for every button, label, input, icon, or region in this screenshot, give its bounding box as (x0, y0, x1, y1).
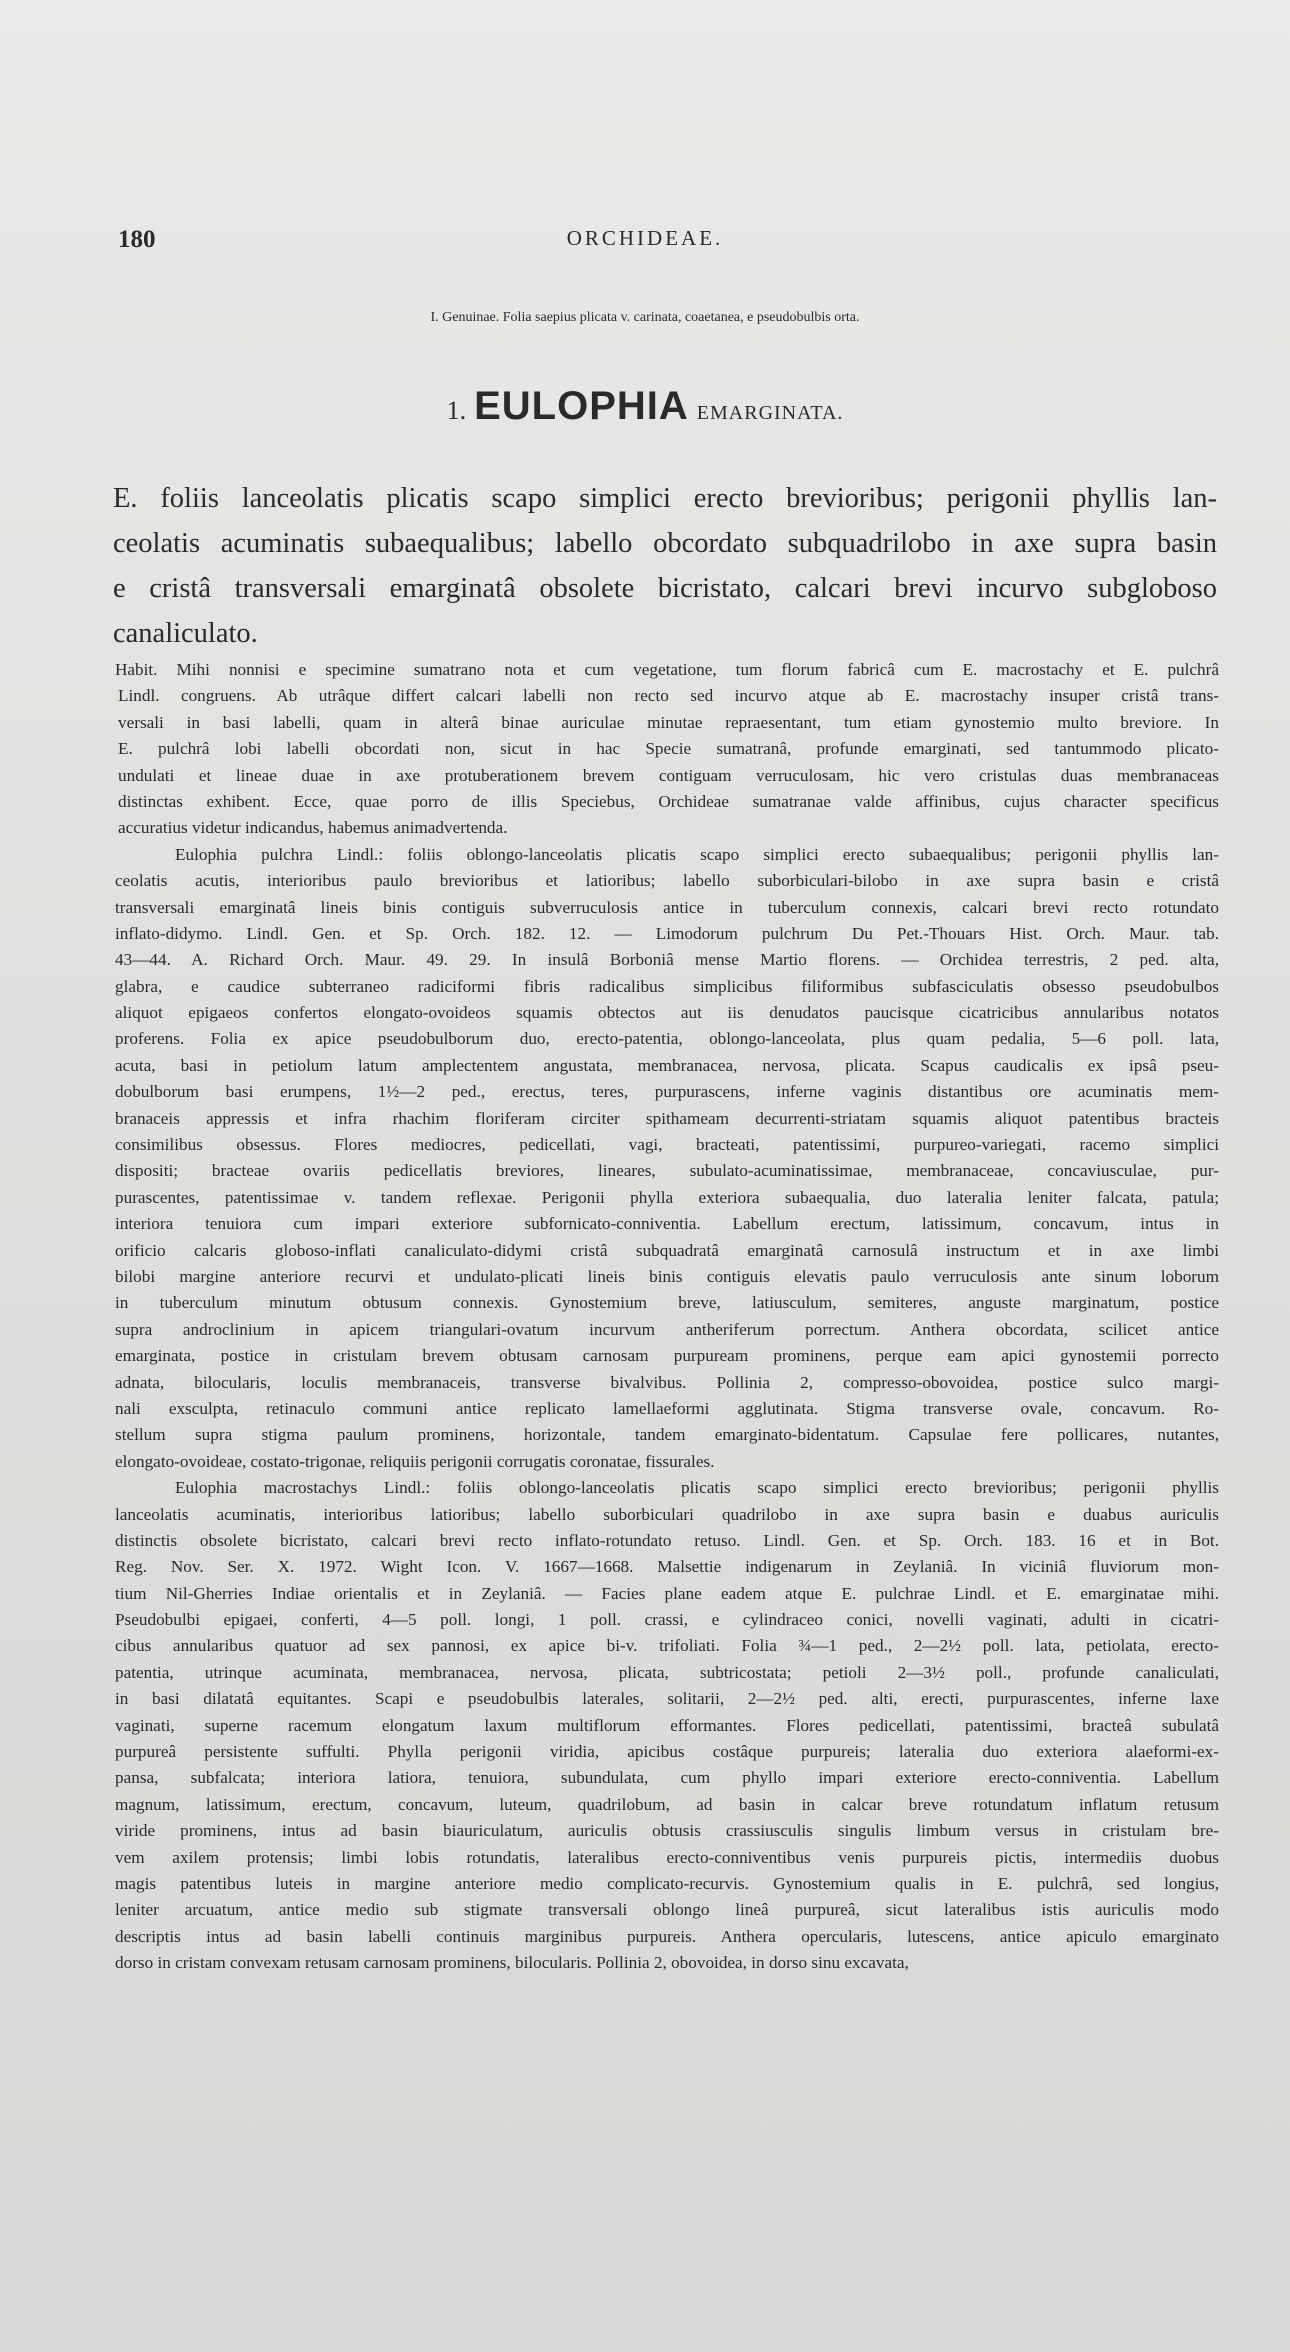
text-line: E. pulchrâ lobi labelli obcordati non, sicut in hac Specie sumatranâ, profunde emarginati, sed tantummodo plicato- (118, 739, 1219, 759)
text-line: aliquot epigaeos confertos elongato-ovoideos squamis obtectos aut iis denudatos paucisque cicatricibus annularibus notatos (115, 1003, 1219, 1023)
text-line: descriptis intus ad basin labelli continuis marginibus purpureis. Anthera opercularis, lutescens, antice apiculo emarginato (115, 1926, 1219, 1946)
text-line: undulati et lineae duae in axe protuberationem brevem contiguam verruculosam, hic vero cristulas duas membranaceas (118, 765, 1219, 785)
text-line: lanceolatis acuminatis, interioribus latioribus; labello suborbiculari quadrilobo in axe supra basin e duabus auriculis (115, 1504, 1219, 1524)
text-line: Eulophia pulchra Lindl.: foliis oblongo-lanceolatis plicatis scapo simplici erecto subaequalibus; perigonii phyllis lan- (175, 844, 1219, 864)
text-line: magis patentibus luteis in margine anteriore medio complicato-recurvis. Gynostemium qualis in E. pulchrâ, sed longius, (115, 1873, 1219, 1893)
text-line: Lindl. congruens. Ab utrâque differt calcari labelli non recto sed incurvo atque ab E. macrostachy insuper cristâ trans- (118, 686, 1219, 706)
text-line: glabra, e caudice subterraneo radiciformi fibris radicalibus simplicibus filiformibus subfasciculatis obsesso pseudobulbos (115, 976, 1219, 996)
text-line: ceolatis acutis, interioribus paulo brevioribus et latioribus; labello suborbiculari-bilobo in axe supra basin e cristâ (115, 871, 1219, 891)
species-epithet: EMARGINATA. (696, 402, 844, 424)
diagnosis-line: e cristâ transversali emarginatâ obsolete bicristato, calcari brevi incurvo subgloboso (113, 573, 1217, 604)
text-line: dorso in cristam convexam retusam carnosam prominens, bilocularis. Pollinia 2, obovoidea, in dorso sinu excavata, (115, 1953, 909, 1973)
text-line: purascentes, patentissimae v. tandem reflexae. Perigonii phylla exteriora subaequalia, duo lateralia leniter falcata, patula; (115, 1187, 1219, 1207)
text-line: viride prominens, intus ad basin biauriculatum, auriculis obtusis crassiusculis singulis limbum versus in cristulam bre- (115, 1821, 1219, 1841)
page-number: 180 (118, 226, 156, 253)
text-line: supra androclinium in apicem triangulari-ovatum incurvum antheriferum porrectum. Anthera obcordata, scilicet antice (115, 1319, 1219, 1339)
text-line: emarginata, postice in cristulam brevem obtusam carnosam purpuream prominens, perque eam apici gynostemii porrecto (115, 1346, 1219, 1366)
text-line: versali in basi labelli, quam in alterâ binae auriculae minutae repraesentant, tum etiam gynostemio multo breviore. In (118, 712, 1219, 732)
diagnosis-line: ceolatis acuminatis subaequalibus; labello obcordato subquadrilobo in axe supra basin (113, 528, 1217, 559)
running-head: ORCHIDEAE. (566, 226, 724, 250)
species-genus: EULOPHIA (474, 384, 689, 428)
text-line: distinctas exhibent. Ecce, quae porro de illis Speciebus, Orchideae sumatranae valde affinibus, cujus character specificus (118, 791, 1219, 811)
text-line: stellum supra stigma paulum prominens, horizontale, tandem emarginato-bidentatum. Capsulae fere pollicares, nutantes, (115, 1425, 1219, 1445)
text-line: tium Nil-Gherries Indiae orientalis et in Zeylaniâ. — Facies plane eadem atque E. pulchrae Lindl. et E. emarginatae mihi. (115, 1583, 1219, 1603)
text-line: leniter arcuatum, antice medio sub stigmate transversali oblongo lineâ purpureâ, sicut lateralibus istis auriculis modo (115, 1900, 1219, 1920)
section-heading: I. Genuinae. Folia saepius plicata v. carinata, coaetanea, e pseudobulbis orta. (430, 310, 860, 325)
text-line: accuratius videtur indicandus, habemus animadvertenda. (118, 818, 508, 838)
text-line: orificio calcaris globoso-inflati canaliculato-didymi cristâ subquadratâ emarginatâ carnosulâ instructum et in axe limbi (115, 1240, 1219, 1260)
text-line: 43—44. A. Richard Orch. Maur. 49. 29. In insulâ Borboniâ mense Martio florens. — Orchidea terrestris, 2 ped. alta, (115, 950, 1219, 970)
text-line: proferens. Folia ex apice pseudobulborum duo, erecto-patentia, oblongo-lanceolata, plus quam pedalia, 5—6 poll. lata, (115, 1029, 1219, 1049)
species-title (0, 384, 1290, 429)
text-line: elongato-ovoideae, costato-trigonae, reliquiis perigonii corrugatis coronatae, fissurales. (115, 1451, 715, 1471)
text-line: magnum, latissimum, erectum, concavum, luteum, quadrilobum, ad basin in calcar breve rotundatum inflatum retusum (115, 1794, 1219, 1814)
text-line: acuta, basi in petiolum latum amplectentem angustata, membranacea, nervosa, plicata. Scapus caudicalis ex ipsâ pseu- (115, 1055, 1219, 1075)
text-line: distinctis obsolete bicristato, calcari brevi recto inflato-rotundato retuso. Lindl. Gen. et Sp. Orch. 183. 16 et in Bot. (115, 1530, 1219, 1550)
diagnosis-line: canaliculato. (113, 618, 258, 649)
text-line: consimilibus obsessus. Flores mediocres, pedicellati, vagi, bracteati, patentissimi, purpureo-variegati, racemo simplici (115, 1135, 1219, 1155)
text-line: vaginati, superne racemum elongatum laxum multiflorum efformantes. Flores pedicellati, patentissimi, bracteâ subulatâ (115, 1715, 1219, 1735)
text-line: patentia, utrinque acuminata, membranacea, nervosa, plicata, subtricostata; petioli 2—3½ poll., profunde canaliculati, (115, 1662, 1219, 1682)
text-line: interiora tenuiora cum impari exteriore subfornicato-conniventia. Labellum erectum, latissimum, concavum, intus in (115, 1214, 1219, 1234)
text-line: dobulborum basi erumpens, 1½—2 ped., erectus, teres, purpurascens, inferne vaginis distantibus ore acuminatis mem- (115, 1082, 1219, 1102)
text-line: adnata, bilocularis, loculis membranaceis, transverse bivalvibus. Pollinia 2, compresso-obovoidea, postice sulco margi- (115, 1372, 1219, 1392)
text-line: Pseudobulbi epigaei, conferti, 4—5 poll. longi, 1 poll. crassi, e cylindraceo conici, novelli vaginati, adulti in cicatri- (115, 1610, 1219, 1630)
text-line: pansa, subfalcata; interiora latiora, tenuiora, subundulata, cum phyllo impari exteriore erecto-conniventia. Labellum (115, 1768, 1219, 1788)
text-line: nali exsculpta, retinaculo communi antice replicato lamellaeformi agglutinata. Stigma transverse ovale, concavum. Ro- (115, 1398, 1219, 1418)
text-line: vem axilem protensis; limbi lobis rotundatis, lateralibus erecto-conniventibus venis purpureis pictis, intermediis duobus (115, 1847, 1219, 1867)
body-text (115, 657, 1219, 1977)
text-line: dispositi; bracteae ovariis pedicellatis breviores, lineares, subulato-acuminatissimae, membranaceae, concaviusculae, pur- (115, 1161, 1219, 1181)
text-line: bilobi margine anteriore recurvi et undulato-plicati lineis binis contiguis elevatis paulo verruculosis ante sinum loborum (115, 1266, 1219, 1286)
text-line: purpureâ persistente suffulti. Phylla perigonii viridia, apicibus costâque purpureis; lateralia duo exteriora alaeformi-ex- (115, 1742, 1219, 1762)
text-line: branaceis appressis et infra rhachim floriferam circiter spithameam decurrenti-striatam squamis aliquot patentibus bracteis (115, 1108, 1219, 1128)
diagnosis-line: E. foliis lanceolatis plicatis scapo simplici erecto brevioribus; perigonii phyllis lan- (113, 483, 1217, 514)
text-line: Eulophia macrostachys Lindl.: foliis oblongo-lanceolatis plicatis scapo simplici erecto brevioribus; perigonii phyllis (175, 1478, 1219, 1498)
species-number: 1. (446, 396, 467, 425)
page-header (118, 226, 1172, 260)
diagnosis-paragraph (113, 476, 1217, 656)
text-line: cibus annularibus quatuor ad sex pannosi, ex apice bi-v. trifoliati. Folia ¾—1 ped., 2—2½ poll. lata, petiolata, erecto- (115, 1636, 1219, 1656)
text-line: Reg. Nov. Ser. X. 1972. Wight Icon. V. 1667—1668. Malsettie indigenarum in Zeylaniâ. In viciniâ fluviorum mon- (115, 1557, 1219, 1577)
text-line: transversali emarginatâ lineis binis contiguis subverruculosis antice in tuberculum connexis, calcari brevi recto rotundato (115, 897, 1219, 917)
text-line: Habit. Mihi nonnisi e specimine sumatrano nota et cum vegetatione, tum florum fabricâ cum E. macrostachy et E. pulchrâ (115, 660, 1219, 679)
text-line: inflato-didymo. Lindl. Gen. et Sp. Orch. 182. 12. — Limodorum pulchrum Du Pet.-Thouars Hist. Orch. Maur. tab. (115, 923, 1219, 943)
text-line: in tuberculum minutum obtusum connexis. Gynostemium breve, latiusculum, semiteres, anguste marginatum, postice (115, 1293, 1219, 1313)
text-line: in basi dilatatâ equitantes. Scapi e pseudobulbis laterales, solitarii, 2—2½ ped. alti, erecti, purpurascentes, inferne laxe (115, 1689, 1219, 1709)
